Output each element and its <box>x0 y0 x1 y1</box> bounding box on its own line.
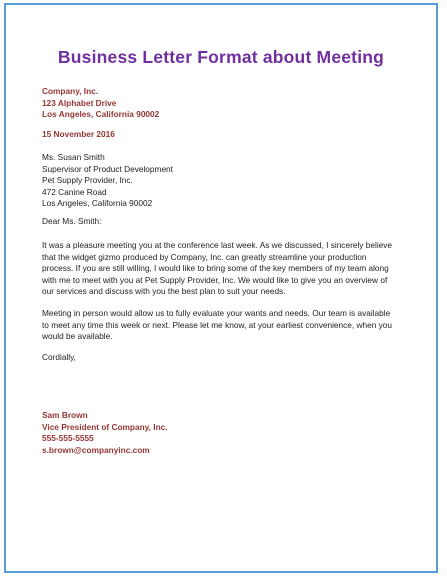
recipient-address <box>42 152 173 210</box>
recipient-street: 472 Canine Road <box>42 186 107 197</box>
recipient-name: Ms. Susan Smith <box>42 152 105 162</box>
paragraph-line: our services and discuss with you the best plan to suit your needs. <box>42 286 286 297</box>
date-text: 15 November 2016 <box>42 129 115 139</box>
sender-address <box>42 86 159 121</box>
paragraph-line: It was a pleasure meeting you at the conference last week. As we discussed, I sincerely believe <box>42 240 393 250</box>
sender-street: 123 Alphabet Drive <box>42 97 117 108</box>
recipient-company: Pet Supply Provider, Inc. <box>42 175 133 186</box>
paragraph-line: Meeting in person would allow us to fully evaluate your wants and needs. Our team is available <box>42 308 391 318</box>
recipient-city: Los Angeles, California 90002 <box>42 198 153 209</box>
closing <box>42 352 76 364</box>
recipient-position: Supervisor of Product Development <box>42 163 173 174</box>
page-border <box>4 3 438 573</box>
paragraph-line: to meet any time this week or next. Please let me know, at your earliest convenience, when you <box>42 319 393 330</box>
sender-city: Los Angeles, California 90002 <box>42 109 160 120</box>
paragraph-line: would be available. <box>42 331 113 342</box>
closing-text: Cordially, <box>42 352 76 362</box>
sender-company: Company, Inc. <box>42 86 99 96</box>
body-paragraph-1 <box>42 240 414 298</box>
signature-email: s.brown@companyinc.com <box>42 444 150 455</box>
letter-title: Business Letter Format about Meeting <box>57 47 385 67</box>
salutation-text: Dear Ms. Smith: <box>42 216 102 226</box>
paragraph-line: process. If you are still willing, I would like to bring some of the key members of my team along <box>42 263 389 274</box>
signature-block <box>42 410 168 456</box>
salutation <box>42 216 101 228</box>
signature-phone: 555-555-5555 <box>42 433 94 444</box>
body-paragraph-2 <box>42 308 414 343</box>
letter-date <box>42 129 115 141</box>
signature-name: Sam Brown <box>42 410 88 420</box>
paragraph-line: that the widget gizmo produced by Company, Inc. can greatly streamline your production <box>42 251 367 262</box>
signature-title: Vice President of Company, Inc. <box>42 421 168 432</box>
paragraph-line: with me to meet with you at Pet Supply Provider, Inc. We would like to give you an overview of <box>42 274 388 285</box>
